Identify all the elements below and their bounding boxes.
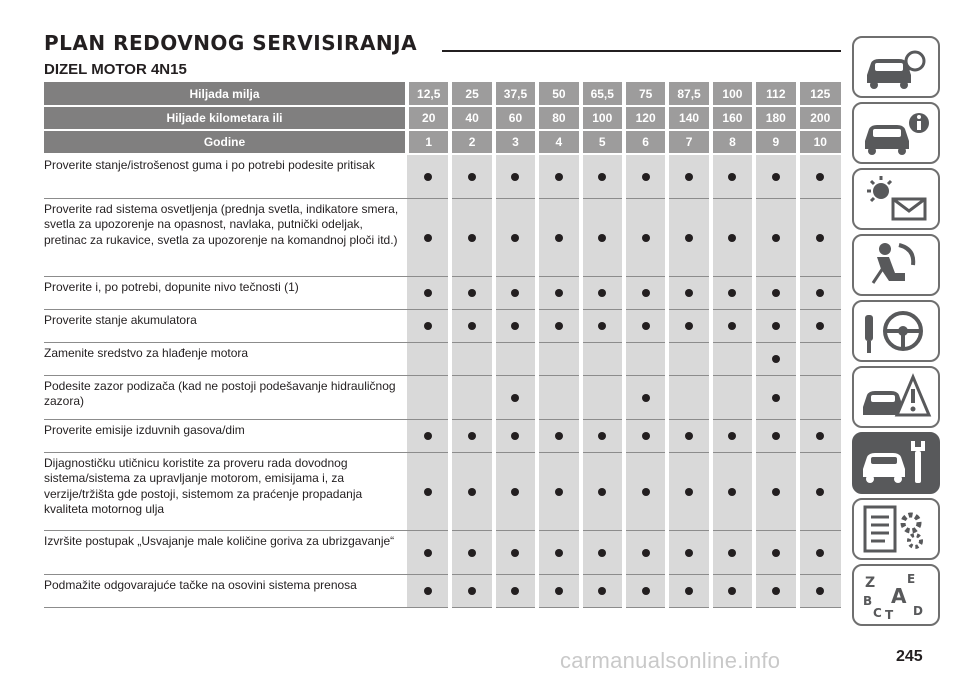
schedule-cell [494,452,537,530]
schedule-cell [798,530,841,574]
header-label: Godine [44,130,407,154]
side-tab-list-gears[interactable] [852,498,940,560]
scheduled-dot-icon [511,322,519,330]
schedule-cell [537,342,580,375]
schedule-cell [450,154,493,198]
schedule-cell [537,452,580,530]
header-cell: 1 [407,130,450,154]
schedule-cell [407,452,450,530]
schedule-cell [581,309,624,342]
scheduled-dot-icon [511,289,519,297]
page-number: 245 [896,648,923,665]
schedule-cell [754,375,797,419]
table-row [44,574,841,607]
header-cell: 3 [494,130,537,154]
scheduled-dot-icon [816,488,824,496]
scheduled-dot-icon [772,587,780,595]
schedule-cell [407,375,450,419]
schedule-cell [624,452,667,530]
scheduled-dot-icon [642,488,650,496]
header-row [44,106,841,130]
header-cell: 60 [494,106,537,130]
seat-airbag-icon [859,239,933,291]
schedule-cell [407,574,450,607]
scheduled-dot-icon [598,289,606,297]
header-cell: 5 [581,130,624,154]
scheduled-dot-icon [468,488,476,496]
header-cell: 9 [754,130,797,154]
schedule-cell [494,309,537,342]
schedule-cell [624,530,667,574]
header-cell: 120 [624,106,667,130]
schedule-cell [581,198,624,276]
schedule-cell [624,419,667,452]
header-cell: 40 [450,106,493,130]
schedule-cell [581,419,624,452]
schedule-cell [407,530,450,574]
schedule-cell [624,574,667,607]
schedule-cell [667,530,710,574]
scheduled-dot-icon [642,173,650,181]
scheduled-dot-icon [511,394,519,402]
scheduled-dot-icon [642,234,650,242]
header-cell: 80 [537,106,580,130]
schedule-cell [667,574,710,607]
schedule-cell [581,342,624,375]
scheduled-dot-icon [685,289,693,297]
schedule-cell [754,309,797,342]
schedule-cell [537,530,580,574]
schedule-cell [407,154,450,198]
scheduled-dot-icon [511,587,519,595]
schedule-cell [667,309,710,342]
task-description: Podmažite odgovarajuće tačke na osovini sistema prenosa [44,574,407,607]
scheduled-dot-icon [555,173,563,181]
schedule-cell [711,530,754,574]
svg-text:A: A [891,584,907,608]
side-tab-warning-message[interactable] [852,168,940,230]
schedule-cell [754,574,797,607]
header-cell: 2 [450,130,493,154]
header-cell: 8 [711,130,754,154]
schedule-cell [494,530,537,574]
schedule-cell [624,154,667,198]
scheduled-dot-icon [728,488,736,496]
schedule-cell [667,452,710,530]
scheduled-dot-icon [598,488,606,496]
scheduled-dot-icon [598,173,606,181]
scheduled-dot-icon [555,234,563,242]
scheduled-dot-icon [772,549,780,557]
scheduled-dot-icon [424,322,432,330]
schedule-cell [711,375,754,419]
key-steering-wheel-icon [859,305,933,357]
schedule-cell [754,198,797,276]
schedule-cell [624,276,667,309]
header-cell: 87,5 [667,82,710,106]
schedule-cell [450,342,493,375]
scheduled-dot-icon [598,432,606,440]
scheduled-dot-icon [555,549,563,557]
schedule-cell [798,309,841,342]
header-row [44,130,841,154]
header-cell: 65,5 [581,82,624,106]
schedule-cell [450,375,493,419]
schedule-cell [450,530,493,574]
schedule-cell [450,276,493,309]
svg-text:T: T [885,608,894,621]
scheduled-dot-icon [642,432,650,440]
scheduled-dot-icon [424,587,432,595]
header-cell: 12,5 [407,82,450,106]
scheduled-dot-icon [728,322,736,330]
car-wrench-icon [859,437,933,489]
schedule-cell [667,419,710,452]
scheduled-dot-icon [468,234,476,242]
warning-light-message-icon [859,173,933,225]
schedule-cell [624,342,667,375]
schedule-cell [711,309,754,342]
schedule-cell [581,276,624,309]
schedule-cell [754,452,797,530]
side-tab-car-warning[interactable] [852,366,940,428]
scheduled-dot-icon [816,234,824,242]
schedule-cell [798,198,841,276]
table-row [44,530,841,574]
svg-text:D: D [913,604,923,618]
scheduled-dot-icon [642,549,650,557]
title-divider [442,50,841,52]
scheduled-dot-icon [555,587,563,595]
scheduled-dot-icon [685,173,693,181]
scheduled-dot-icon [772,432,780,440]
table-row [44,342,841,375]
schedule-cell [798,375,841,419]
scheduled-dot-icon [772,289,780,297]
scheduled-dot-icon [598,234,606,242]
scheduled-dot-icon [424,432,432,440]
task-description: Dijagnostičku utičnicu koristite za proveru rada dovodnog sistema/sistema za upravljanje motorom, emisijama i, za verzije/tržišta gde postoji, sistemom za praćenje propadanja kvaliteta motornog ulja [44,452,407,530]
scheduled-dot-icon [424,289,432,297]
side-tab-car-magnifier[interactable] [852,36,940,98]
scheduled-dot-icon [598,549,606,557]
schedule-cell [711,342,754,375]
schedule-cell [537,198,580,276]
schedule-cell [537,375,580,419]
schedule-cell [581,530,624,574]
scheduled-dot-icon [728,234,736,242]
scheduled-dot-icon [728,432,736,440]
scheduled-dot-icon [685,234,693,242]
header-cell: 160 [711,106,754,130]
header-cell: 10 [798,130,841,154]
schedule-cell [798,154,841,198]
header-cell: 75 [624,82,667,106]
schedule-cell [711,419,754,452]
header-cell: 37,5 [494,82,537,106]
schedule-cell [537,276,580,309]
schedule-cell [450,452,493,530]
watermark: carmanualsonline.info [560,648,781,673]
task-description: Proverite stanje akumulatora [44,309,407,342]
scheduled-dot-icon [424,234,432,242]
svg-text:B: B [863,594,873,608]
schedule-cell [581,452,624,530]
header-cell: 50 [537,82,580,106]
schedule-cell [494,574,537,607]
task-description: Proverite rad sistema osvetljenja (prednja svetla, indikatore smera, svetla za upozorenje na opasnost, navlaka, putnički odeljak, pretinac za rukavice, svetla za upozorenje na komandnoj ploči itd.) [44,198,407,276]
scheduled-dot-icon [685,549,693,557]
schedule-cell [624,309,667,342]
scheduled-dot-icon [816,432,824,440]
side-tab-seat-airbag[interactable] [852,234,940,296]
scheduled-dot-icon [642,587,650,595]
table-row [44,452,841,530]
side-tab-car-wrench[interactable] [852,432,940,494]
header-cell: 4 [537,130,580,154]
page-title: PLAN REDOVNOG SERVISIRANJA [44,31,418,55]
header-cell: 6 [624,130,667,154]
schedule-cell [494,419,537,452]
scheduled-dot-icon [772,355,780,363]
schedule-cell [537,154,580,198]
schedule-cell [407,342,450,375]
task-description: Zamenite sredstvo za hlađenje motora [44,342,407,375]
scheduled-dot-icon [468,173,476,181]
schedule-cell [754,419,797,452]
list-gears-icon [859,503,933,555]
scheduled-dot-icon [772,322,780,330]
scheduled-dot-icon [642,394,650,402]
scheduled-dot-icon [468,432,476,440]
scheduled-dot-icon [728,587,736,595]
alphabet-index-icon [859,569,933,621]
schedule-cell [537,419,580,452]
scheduled-dot-icon [555,322,563,330]
scheduled-dot-icon [511,173,519,181]
car-warning-triangle-icon [859,371,933,423]
scheduled-dot-icon [772,173,780,181]
header-cell: 125 [798,82,841,106]
scheduled-dot-icon [772,488,780,496]
header-cell: 180 [754,106,797,130]
header-cell: 100 [711,82,754,106]
task-description: Proverite i, po potrebi, dopunite nivo tečnosti (1) [44,276,407,309]
schedule-cell [450,419,493,452]
header-label: Hiljade kilometara ili [44,106,407,130]
scheduled-dot-icon [468,289,476,297]
schedule-cell [711,276,754,309]
scheduled-dot-icon [816,289,824,297]
scheduled-dot-icon [816,322,824,330]
table-row [44,309,841,342]
scheduled-dot-icon [424,488,432,496]
schedule-cell [798,342,841,375]
schedule-cell [754,530,797,574]
task-description: Proverite stanje/istrošenost guma i po potrebi podesite pritisak [44,154,407,198]
schedule-cell [711,154,754,198]
side-tab-alphabet-index[interactable] [852,564,940,626]
schedule-cell [667,198,710,276]
scheduled-dot-icon [598,587,606,595]
scheduled-dot-icon [424,549,432,557]
schedule-cell [407,276,450,309]
svg-text:E: E [907,572,916,586]
scheduled-dot-icon [424,173,432,181]
schedule-cell [407,198,450,276]
header-cell: 20 [407,106,450,130]
table-row [44,154,841,198]
scheduled-dot-icon [728,549,736,557]
header-cell: 112 [754,82,797,106]
scheduled-dot-icon [468,549,476,557]
scheduled-dot-icon [642,322,650,330]
scheduled-dot-icon [511,234,519,242]
scheduled-dot-icon [816,173,824,181]
scheduled-dot-icon [511,432,519,440]
schedule-cell [624,375,667,419]
schedule-cell [537,309,580,342]
schedule-cell [581,574,624,607]
scheduled-dot-icon [555,488,563,496]
scheduled-dot-icon [511,488,519,496]
header-cell: 7 [667,130,710,154]
schedule-cell [754,154,797,198]
schedule-cell [407,309,450,342]
side-tab-car-info[interactable] [852,102,940,164]
scheduled-dot-icon [685,488,693,496]
schedule-cell [667,375,710,419]
header-cell: 100 [581,106,624,130]
header-row [44,82,841,106]
scheduled-dot-icon [598,322,606,330]
schedule-cell [494,375,537,419]
scheduled-dot-icon [685,587,693,595]
schedule-cell [407,419,450,452]
svg-text:C: C [873,606,882,620]
table-row [44,198,841,276]
task-description: Podesite zazor podizača (kad ne postoji podešavanje hidrauličnog zazora) [44,375,407,419]
side-tab-key-steering[interactable] [852,300,940,362]
table-row [44,419,841,452]
scheduled-dot-icon [555,432,563,440]
schedule-cell [798,452,841,530]
header-cell: 200 [798,106,841,130]
schedule-cell [798,276,841,309]
task-description: Izvršite postupak „Usvajanje male količine goriva za ubrizgavanje“ [44,530,407,574]
schedule-cell [754,342,797,375]
header-cell: 140 [667,106,710,130]
car-magnifier-icon [859,41,933,93]
header-label: Hiljada milja [44,82,407,106]
schedule-cell [537,574,580,607]
scheduled-dot-icon [728,173,736,181]
page-subtitle: DIZEL MOTOR 4N15 [44,61,187,78]
car-info-icon [859,107,933,159]
schedule-cell [581,154,624,198]
schedule-cell [494,276,537,309]
scheduled-dot-icon [816,587,824,595]
scheduled-dot-icon [555,289,563,297]
svg-text:Z: Z [865,575,876,591]
scheduled-dot-icon [816,549,824,557]
schedule-cell [711,198,754,276]
schedule-cell [667,276,710,309]
schedule-cell [754,276,797,309]
scheduled-dot-icon [772,234,780,242]
scheduled-dot-icon [642,289,650,297]
schedule-cell [624,198,667,276]
schedule-cell [711,452,754,530]
schedule-cell [581,375,624,419]
task-description: Proverite emisije izduvnih gasova/dim [44,419,407,452]
schedule-cell [798,574,841,607]
scheduled-dot-icon [772,394,780,402]
schedule-cell [494,198,537,276]
schedule-cell [667,154,710,198]
scheduled-dot-icon [728,289,736,297]
scheduled-dot-icon [685,432,693,440]
table-row [44,375,841,419]
schedule-cell [798,419,841,452]
schedule-cell [711,574,754,607]
scheduled-dot-icon [511,549,519,557]
maintenance-schedule-table [44,82,841,608]
schedule-cell [450,574,493,607]
scheduled-dot-icon [468,322,476,330]
schedule-cell [494,154,537,198]
table-row [44,276,841,309]
schedule-cell [494,342,537,375]
scheduled-dot-icon [685,322,693,330]
scheduled-dot-icon [468,587,476,595]
schedule-cell [667,342,710,375]
schedule-cell [450,309,493,342]
schedule-cell [450,198,493,276]
header-cell: 25 [450,82,493,106]
